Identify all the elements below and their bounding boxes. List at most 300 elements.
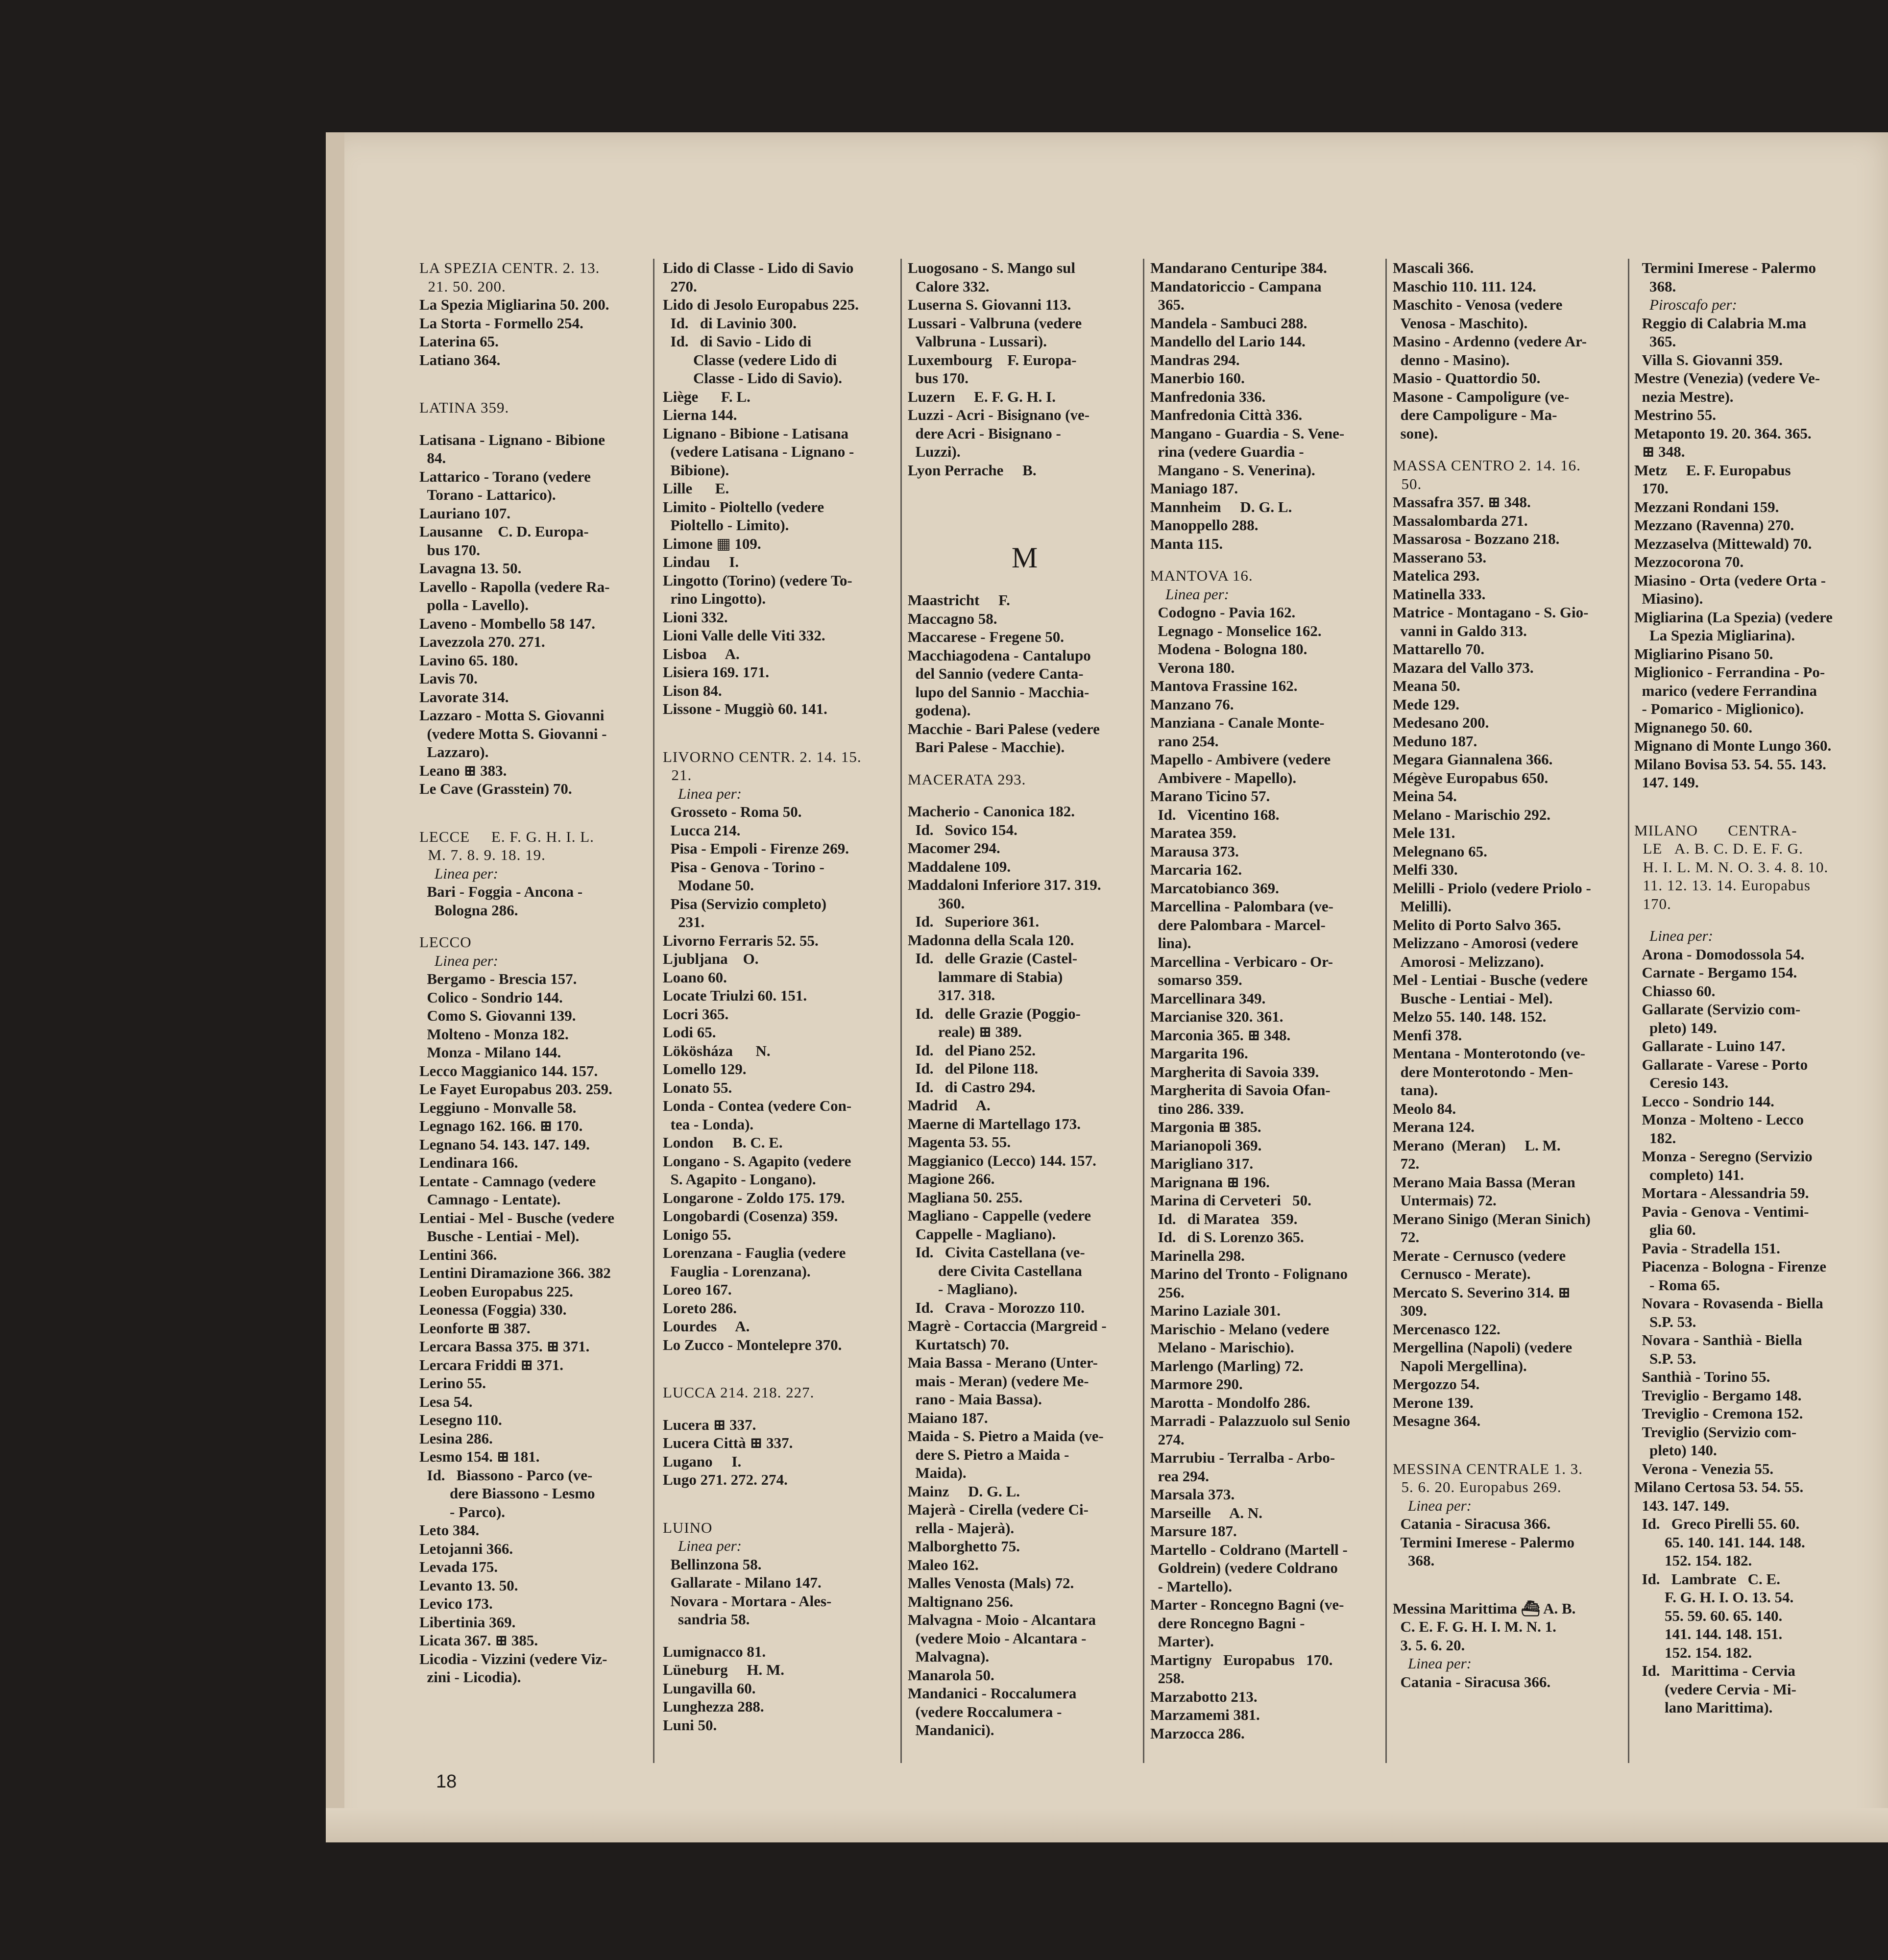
index-entry-line: La Spezia Migliarina). — [1634, 627, 1795, 644]
index-entry-line: Id. del Pilone 118. — [908, 1060, 1039, 1077]
index-entry-line: Valbruna - Lussari). — [908, 333, 1047, 350]
index-entry-line: Lentate - Camnago (vedere — [419, 1172, 596, 1190]
index-entry-line: Melano - Marischio). — [1150, 1339, 1294, 1356]
spacer — [1150, 553, 1384, 566]
index-entry-line: Bologna 286. — [419, 901, 518, 919]
index-entry-line: Gallarate - Milano 147. — [663, 1574, 822, 1591]
index-entry-line: Marsala 373. — [1150, 1486, 1235, 1503]
index-entry-line: Lavello - Rapolla (vedere Ra- — [419, 578, 610, 595]
index-entry-line: Camnago - Lentate). — [419, 1191, 561, 1208]
index-entry-line: Manoppello 288. — [1150, 516, 1259, 534]
index-entry-line: Locate Triulzi 60. 151. — [663, 987, 807, 1004]
index-entry-line: Catania - Siracusa 366. — [1393, 1673, 1551, 1690]
index-entry-line: Licodia - Vizzini (vedere Viz- — [419, 1650, 607, 1667]
index-entry-line: Marcatobianco 369. — [1150, 879, 1279, 897]
index-entry-line: lano Marittima). — [1634, 1699, 1773, 1716]
index-entry-line: Luni 50. — [663, 1716, 717, 1734]
index-entry-line: Licata 367. ⊞ 385. — [419, 1632, 538, 1649]
index-entry-line: Verona 180. — [1150, 659, 1235, 676]
index-entry-line: dere S. Pietro a Maida - — [908, 1446, 1069, 1463]
index-entry-line: London B. C. E. — [663, 1134, 783, 1151]
index-column-5 — [1384, 259, 1626, 1763]
index-entry-line: Melizzano - Amorosi (vedere — [1393, 934, 1578, 952]
index-entry-line: dere Civita Castellana — [908, 1262, 1082, 1279]
index-entry-line: Matrice - Montagano - S. Gio- — [1393, 604, 1589, 621]
index-entry-line: Novara - Mortara - Ales- — [663, 1592, 832, 1610]
spacer — [419, 798, 651, 828]
index-entry-line: 317. 318. — [908, 986, 995, 1004]
index-entry-line: Lecco - Sondrio 144. — [1634, 1092, 1774, 1110]
index-entry-line: Ceresio 143. — [1634, 1074, 1729, 1091]
index-entry-line: Lugano I. — [663, 1452, 742, 1470]
spacer — [419, 417, 651, 431]
index-entry-line: Lodi 65. — [663, 1024, 716, 1041]
index-entry-line: Longarone - Zoldo 175. 179. — [663, 1189, 845, 1206]
spacer — [908, 788, 1141, 802]
section-heading: 170. — [1634, 895, 1671, 912]
index-entry-line: Id. Superiore 361. — [908, 913, 1040, 930]
index-entry-line: Manta 115. — [1150, 535, 1223, 552]
index-entry-line: - Martello). — [1150, 1577, 1232, 1595]
index-entry-line: 65. 140. 141. 144. 148. — [1634, 1533, 1805, 1551]
index-entry-line: Malvagna - Moio - Alcantara — [908, 1611, 1096, 1628]
index-entry-line: Treviglio (Servizio com- — [1634, 1423, 1797, 1441]
index-entry-line: Busche - Lentiai - Mel). — [419, 1227, 580, 1245]
index-entry-line: (vedere Motta S. Giovanni - — [419, 725, 607, 742]
index-entry-line: Lavorate 314. — [419, 688, 509, 706]
index-entry-line: denno - Masino). — [1393, 351, 1510, 368]
index-entry-line: Manfredonia 336. — [1150, 388, 1266, 405]
index-entry-line: somarso 359. — [1150, 971, 1242, 988]
index-entry-line: Modena - Bologna 180. — [1150, 640, 1307, 658]
index-entry-line: Fauglia - Lorenzana). — [663, 1262, 811, 1280]
index-entry-line: Maddaloni Inferiore 317. 319. — [908, 876, 1101, 893]
index-entry-line: Lindau I. — [663, 553, 739, 570]
index-entry-line: Mandanici). — [908, 1721, 994, 1739]
section-heading: MASSA CENTRO 2. 14. 16. — [1393, 457, 1581, 474]
index-entry-line: Massafra 357. ⊞ 348. — [1393, 493, 1531, 511]
index-entry-line: Ambivere - Mapello). — [1150, 769, 1297, 786]
index-entry-line: Manfredonia Città 336. — [1150, 406, 1303, 423]
index-entry-line: 368. — [1634, 277, 1676, 295]
index-entry-line: Le Fayet Europabus 203. 259. — [419, 1080, 612, 1098]
index-entry-line: Mentana - Monterotondo (ve- — [1393, 1045, 1585, 1062]
index-entry-line: Santhià - Torino 55. — [1634, 1368, 1770, 1385]
index-entry-line: Carnate - Bergamo 154. — [1634, 964, 1797, 981]
index-entry-line: Lonigo 55. — [663, 1225, 731, 1243]
index-entry-line: 365. — [1634, 333, 1676, 350]
index-entry-line: Lucca 214. — [663, 821, 741, 839]
index-entry-line: Miasino - Orta (vedere Orta - — [1634, 571, 1826, 589]
index-entry-line: Mandatoriccio - Campana — [1150, 277, 1322, 295]
index-entry-line: rano 254. — [1150, 732, 1219, 750]
section-heading: 11. 12. 13. 14. Europabus — [1634, 877, 1811, 894]
index-entry-line: Torano - Lattarico). — [419, 486, 556, 503]
index-entry-line: Mercenasco 122. — [1393, 1320, 1501, 1338]
index-entry-line: Id. del Piano 252. — [908, 1041, 1036, 1059]
index-entry-line: - Magliano). — [908, 1280, 1017, 1298]
index-entry-line: Magenta 53. 55. — [908, 1133, 1011, 1151]
index-entry-line: Marmore 290. — [1150, 1375, 1243, 1393]
index-entry-line: Marzamemi 381. — [1150, 1706, 1260, 1723]
index-entry-line: Mazara del Vallo 373. — [1393, 659, 1534, 676]
line-label: Linea per: — [1150, 585, 1230, 603]
index-entry-line: Maschio 110. 111. 124. — [1393, 277, 1536, 295]
index-entry-line: Maddalene 109. — [908, 858, 1011, 875]
index-entry-line: Marina di Cerveteri 50. — [1150, 1192, 1311, 1209]
spacer — [663, 1354, 894, 1383]
index-entry-line: Id. delle Grazie (Castel- — [908, 950, 1078, 967]
index-entry-line: Maniago 187. — [1150, 480, 1238, 497]
index-entry-line: rino Lingotto). — [663, 590, 766, 607]
index-entry-line: Manzano 76. — [1150, 695, 1234, 713]
index-entry-line: Kurtatsch) 70. — [908, 1335, 1009, 1353]
index-entry-line: Id. di Savio - Lido di — [663, 333, 812, 350]
index-entry-line: Margarita 196. — [1150, 1045, 1248, 1062]
index-entry-line: Lomello 129. — [663, 1060, 747, 1078]
index-entry-line: - Roma 65. — [1634, 1276, 1720, 1294]
index-entry-line: Lavezzola 270. 271. — [419, 633, 545, 650]
index-entry-line: Lido di Jesolo Europabus 225. — [663, 296, 859, 313]
index-entry-line: Marcaria 162. — [1150, 861, 1242, 878]
index-entry-line: (vedere Moio - Alcantara - — [908, 1629, 1087, 1647]
index-entry-line: lina). — [1150, 934, 1191, 952]
book-page — [326, 132, 1888, 1842]
index-entry-line: Piacenza - Bologna - Firenze — [1634, 1258, 1827, 1275]
index-entry-line: Macherio - Canonica 182. — [908, 803, 1075, 820]
index-entry-line: Luserna S. Giovanni 113. — [908, 296, 1071, 313]
index-entry-line: Lentini 366. — [419, 1246, 497, 1263]
index-entry-line: dere Biassono - Lesmo — [419, 1485, 595, 1502]
index-entry-line: Matinella 333. — [1393, 585, 1486, 603]
index-entry-line: Loreo 167. — [663, 1281, 732, 1298]
index-entry-line: Madonna della Scala 120. — [908, 931, 1074, 949]
section-heading: LECCE E. F. G. H. I. L. — [419, 828, 594, 845]
index-entry-line: Mede 129. — [1393, 695, 1460, 713]
index-entry-line: Levanto 13. 50. — [419, 1576, 518, 1594]
index-entry-line: Levada 175. — [419, 1558, 498, 1575]
index-entry-line: Lausanne C. D. Europa- — [419, 523, 589, 540]
index-entry-line: Maida - S. Pietro a Maida (ve- — [908, 1427, 1104, 1445]
index-entry-line: Lazzaro - Motta S. Giovanni — [419, 707, 605, 724]
index-entry-line: Mapello - Ambivere (vedere — [1150, 751, 1331, 768]
index-entry-line: Id. delle Grazie (Poggio- — [908, 1004, 1081, 1022]
index-entry-line: 147. 149. — [1634, 774, 1699, 791]
index-entry-line: Lercara Friddi ⊞ 371. — [419, 1356, 564, 1373]
index-entry-line: Bellinzona 58. — [663, 1555, 762, 1573]
index-entry-line: sandria 58. — [663, 1611, 750, 1628]
section-heading: 21. 50. 200. — [419, 277, 506, 295]
index-entry-line: Id. Sovico 154. — [908, 821, 1017, 838]
index-entry-line: Id. Vicentino 168. — [1150, 806, 1280, 823]
index-entry-line: S.P. 53. — [1634, 1313, 1696, 1330]
section-heading: MANTOVA 16. — [1150, 567, 1253, 584]
index-entry-line: Mattarello 70. — [1393, 640, 1485, 658]
index-entry-line: 55. 59. 60. 65. 140. — [1634, 1607, 1783, 1624]
index-entry-line: Pavia - Stradella 151. — [1634, 1239, 1780, 1257]
section-heading: 21. — [663, 766, 692, 784]
index-entry-line: Lisboa A. — [663, 645, 740, 662]
index-entry-line: vanni in Galdo 313. — [1393, 622, 1527, 639]
index-entry-line: 274. — [1150, 1430, 1185, 1448]
index-entry-line: Maleo 162. — [908, 1556, 979, 1573]
index-entry-line: Lille E. — [663, 480, 729, 497]
line-label: Linea per: — [419, 952, 499, 969]
index-entry-line: pleto) 140. — [1634, 1442, 1717, 1459]
letter-heading: M — [1011, 541, 1038, 574]
index-entry-line: 309. — [1393, 1302, 1427, 1319]
index-entry-line: Pisa (Servizio completo) — [663, 895, 827, 912]
index-entry-line: Luogosano - S. Mango sul — [908, 259, 1075, 276]
index-entry-line: Lucera Città ⊞ 337. — [663, 1434, 793, 1451]
index-entry-line: Mangano - S. Venerina). — [1150, 461, 1315, 479]
index-entry-line: Mestrino 55. — [1634, 406, 1717, 423]
section-heading: MACERATA 293. — [908, 770, 1026, 788]
index-entry-line: Le Cave (Grasstein) 70. — [419, 780, 572, 797]
index-entry-line: Id. Lambrate C. E. — [1634, 1570, 1780, 1588]
index-entry-line: Bibione). — [663, 461, 729, 479]
index-entry-line: Martello - Coldrano (Martell - — [1150, 1541, 1348, 1558]
index-entry-line: tea - Londa). — [663, 1115, 754, 1133]
index-entry-line: Marausa 373. — [1150, 842, 1239, 860]
spacer — [663, 1629, 894, 1642]
index-entry-line: Miglionico - Ferrandina - Po- — [1634, 663, 1825, 681]
index-entry-line: Id. Marittima - Cervia — [1634, 1662, 1795, 1679]
index-entry-line: Melano - Marischio 292. — [1393, 806, 1551, 823]
index-entry-line: Mantova Frassine 162. — [1150, 677, 1298, 694]
index-entry-line: Id. Greco Pirelli 55. 60. — [1634, 1515, 1800, 1532]
index-entry-line: Marsure 187. — [1150, 1522, 1237, 1540]
index-entry-line: Lumignacco 81. — [663, 1642, 766, 1660]
index-entry-line: Id. Biassono - Parco (ve- — [419, 1466, 593, 1484]
index-entry-line: Mignano di Monte Lungo 360. — [1634, 737, 1832, 754]
index-entry-line: Id. di Castro 294. — [908, 1078, 1036, 1096]
index-entry-line: Mezzaselva (Mittewald) 70. — [1634, 535, 1812, 552]
index-entry-line: Marianopoli 369. — [1150, 1136, 1262, 1154]
index-entry-line: Merone 139. — [1393, 1394, 1474, 1411]
index-entry-line: Massarosa - Bozzano 218. — [1393, 530, 1560, 547]
index-entry-line: Lesmo 154. ⊞ 181. — [419, 1448, 540, 1465]
index-entry-line: Maiano 187. — [908, 1409, 988, 1426]
index-entry-line: Id. di S. Lorenzo 365. — [1150, 1228, 1304, 1246]
index-entry-line: Lentiai - Mel - Busche (vedere — [419, 1209, 615, 1226]
index-entry-line: Arona - Domodossola 54. — [1634, 945, 1805, 963]
index-entry-line: Levico 173. — [419, 1595, 493, 1612]
index-entry-line: Lussari - Valbruna (vedere — [908, 314, 1082, 332]
index-entry-line: Macomer 294. — [908, 839, 1000, 857]
index-entry-line: Leoben Europabus 225. — [419, 1282, 573, 1300]
index-entry-line: Limone ▦ 109. — [663, 535, 761, 552]
index-entry-line: Mandras 294. — [1150, 351, 1240, 368]
index-entry-line: Melegnano 65. — [1393, 842, 1487, 860]
index-entry-line: Mandarano Centuripe 384. — [1150, 259, 1327, 276]
index-entry-line: Macchie - Bari Palese (vedere — [908, 720, 1100, 737]
index-entry-line: Melilli). — [1393, 898, 1452, 915]
index-entry-line: Monza - Milano 144. — [419, 1044, 561, 1061]
index-entry-line: Termini Imerese - Palermo — [1393, 1533, 1575, 1551]
index-entry-line: Lercara Bassa 375. ⊞ 371. — [419, 1338, 590, 1355]
index-entry-line: Maida). — [908, 1464, 967, 1481]
index-entry-line: Migliarino Pisano 50. — [1634, 645, 1773, 662]
index-entry-line: 141. 144. 148. 151. — [1634, 1625, 1783, 1642]
spacer — [419, 919, 651, 933]
index-entry-line: polla - Lavello). — [419, 596, 529, 613]
index-entry-line: Bari - Foggia - Ancona - — [419, 883, 583, 900]
index-entry-line: Maratea 359. — [1150, 824, 1236, 841]
index-entry-line: Amorosi - Melizzano). — [1393, 953, 1544, 970]
index-entry-line: Menfi 378. — [1393, 1026, 1462, 1044]
index-entry-line: Codogno - Pavia 162. — [1150, 604, 1296, 621]
index-entry-line: Londa - Contea (vedere Con- — [663, 1097, 852, 1114]
index-entry-line: Lattarico - Torano (vedere — [419, 467, 591, 485]
index-entry-line: - Pomarico - Miglionico). — [1634, 700, 1804, 717]
index-entry-line: Masserano 53. — [1393, 548, 1487, 566]
index-entry-line: Lido di Classe - Lido di Savio — [663, 259, 854, 276]
index-entry-line: Magione 266. — [908, 1170, 995, 1187]
index-entry-line: Meduno 187. — [1393, 732, 1477, 750]
index-entry-line: Untermais) 72. — [1393, 1192, 1497, 1209]
index-entry-line: bus 170. — [908, 369, 969, 387]
index-entry-line: Classe (vedere Lido di — [663, 351, 837, 368]
spacer — [908, 757, 1141, 770]
index-entry-line: Cappelle - Magliano). — [908, 1225, 1056, 1243]
index-entry-line: Monza - Seregno (Servizio — [1634, 1148, 1813, 1165]
index-entry-line: Marradi - Palazzuolo sul Senio — [1150, 1412, 1351, 1429]
index-entry-line: Lisiera 169. 171. — [663, 663, 769, 681]
index-entry-line: rano - Maia Bassa). — [908, 1391, 1042, 1408]
index-entry-line: Lissone - Muggiò 60. 141. — [663, 700, 827, 717]
section-heading: MILANO CENTRA- — [1634, 821, 1797, 839]
line-label: Piroscafo per: — [1634, 296, 1737, 313]
index-entry-line: Matelica 293. — [1393, 567, 1480, 584]
index-entry-line: Novara - Santhià - Biella — [1634, 1331, 1802, 1348]
spacer — [908, 577, 1141, 591]
index-entry-line: 84. — [419, 449, 446, 466]
index-entry-line: Luzzi). — [908, 443, 961, 460]
index-entry-line: Leano ⊞ 383. — [419, 761, 507, 779]
index-entry-line: dere Acri - Bisignano - — [908, 424, 1061, 442]
index-entry-line: Lesa 54. — [419, 1393, 473, 1410]
index-entry-line: 270. — [663, 277, 697, 295]
spacer — [1393, 1430, 1626, 1460]
index-entry-line: Marseille A. N. — [1150, 1504, 1263, 1521]
index-entry-line: Medesano 200. — [1393, 714, 1489, 731]
index-entry-line: Libertinia 369. — [419, 1613, 516, 1631]
index-entry-line: Marter). — [1150, 1633, 1214, 1650]
index-entry-line: 72. — [1393, 1155, 1420, 1172]
index-entry-line: Magrè - Cortaccia (Margreid - — [908, 1317, 1107, 1334]
index-entry-line: Laterina 65. — [419, 333, 499, 350]
index-entry-line: Mangano - Guardia - S. Vene- — [1150, 424, 1345, 442]
index-entry-line: Latiano 364. — [419, 351, 501, 368]
index-entry-line: 3. 5. 6. 20. — [1393, 1636, 1465, 1654]
index-entry-line: Lioni 332. — [663, 608, 728, 626]
index-entry-line: Merana 124. — [1393, 1118, 1475, 1135]
index-entry-line: Latisana - Lignano - Bibione — [419, 431, 605, 448]
index-entry-line: Mesagne 364. — [1393, 1412, 1481, 1429]
index-entry-line: Mele 131. — [1393, 824, 1455, 841]
index-entry-line: Limito - Pioltello (vedere — [663, 498, 824, 515]
index-entry-line: Melfi 330. — [1393, 861, 1458, 878]
index-entry-line: Martigny Europabus 170. — [1150, 1651, 1333, 1668]
index-entry-line: Margonia ⊞ 385. — [1150, 1118, 1261, 1135]
index-entry-line: Maastricht F. — [908, 591, 1010, 609]
index-entry-line: completo) 141. — [1634, 1166, 1744, 1183]
index-entry-line: nezia Mestre). — [1634, 388, 1734, 405]
line-label: Linea per: — [1393, 1655, 1472, 1672]
index-entry-line: Mel - Lentiai - Busche (vedere — [1393, 971, 1588, 988]
index-entry-line: del Sannio (vedere Canta- — [908, 665, 1084, 682]
index-entry-line: Lioni Valle delle Viti 332. — [663, 627, 825, 644]
section-heading: 5. 6. 20. Europabus 269. — [1393, 1478, 1562, 1495]
index-entry-line: Napoli Mergellina). — [1393, 1357, 1527, 1374]
index-entry-line: Lökösháza N. — [663, 1042, 771, 1059]
index-entry-line: Masio - Quattordio 50. — [1393, 369, 1541, 387]
index-entry-line: Massalombarda 271. — [1393, 512, 1528, 529]
index-entry-line: Margherita di Savoia Ofan- — [1150, 1081, 1331, 1099]
index-entry-line: S.P. 53. — [1634, 1349, 1696, 1367]
index-entry-line: 143. 147. 149. — [1634, 1496, 1729, 1514]
index-entry-line: S. Agapito - Longano). — [663, 1171, 816, 1188]
spacer — [908, 479, 1141, 509]
index-entry-line: Como S. Giovanni 139. — [419, 1007, 576, 1024]
index-entry-line: Migliarina (La Spezia) (vedere — [1634, 608, 1833, 626]
index-entry-line: 72. — [1393, 1228, 1420, 1246]
index-entry-line: Chiasso 60. — [1634, 982, 1716, 1000]
index-entry-line: Calore 332. — [908, 277, 990, 295]
spacer — [663, 718, 894, 748]
index-entry-line: Marlengo (Marling) 72. — [1150, 1357, 1304, 1374]
index-entry-line: godena). — [908, 702, 971, 719]
index-entry-line: Mortara - Alessandria 59. — [1634, 1184, 1809, 1201]
index-entry-line: Modane 50. — [663, 877, 754, 894]
index-entry-line: Leggiuno - Monvalle 58. — [419, 1099, 577, 1116]
index-entry-line: Lesina 286. — [419, 1429, 493, 1447]
index-entry-line: Mezzano (Ravenna) 270. — [1634, 516, 1794, 534]
index-entry-line: Melito di Porto Salvo 365. — [1393, 916, 1561, 933]
index-entry-line: Melilli - Priolo (vedere Priolo - — [1393, 879, 1591, 897]
line-label: Linea per: — [1393, 1496, 1472, 1514]
index-entry-line: Maccarese - Fregene 50. — [908, 628, 1065, 645]
index-entry-line: Verona - Venezia 55. — [1634, 1460, 1774, 1477]
line-label: Linea per: — [1634, 927, 1714, 944]
index-entry-line: Pavia - Genova - Ventimi- — [1634, 1202, 1809, 1220]
index-entry-line: bus 170. — [419, 541, 481, 559]
spacer — [419, 369, 651, 398]
index-entry-line: Grosseto - Roma 50. — [663, 803, 802, 820]
index-entry-line: Marcellinara 349. — [1150, 989, 1266, 1007]
index-entry-line: Mascali 366. — [1393, 259, 1474, 276]
index-entry-line: Mezzocorona 70. — [1634, 553, 1744, 570]
index-entry-line: - Parco). — [419, 1503, 506, 1520]
index-entry-line: 368. — [1393, 1552, 1435, 1569]
index-entry-line: Lavino 65. 180. — [419, 651, 518, 669]
index-entry-line: Marter - Roncegno Bagni (ve- — [1150, 1596, 1344, 1613]
index-entry-line: dere Roncegno Bagni - — [1150, 1614, 1305, 1632]
index-entry-line: Milano Certosa 53. 54. 55. — [1634, 1478, 1804, 1495]
spacer — [1393, 442, 1626, 456]
index-entry-line: glia 60. — [1634, 1221, 1696, 1238]
index-entry-line: Colico - Sondrio 144. — [419, 988, 563, 1006]
index-entry-line: Mandanici - Roccalumera — [908, 1685, 1077, 1702]
index-entry-line: Milano Bovisa 53. 54. 55. 143. — [1634, 755, 1826, 773]
index-column-3 — [899, 259, 1141, 1763]
index-entry-line: Mandela - Sambuci 288. — [1150, 314, 1307, 332]
index-entry-line: marico (vedere Ferrandina — [1634, 682, 1817, 699]
index-entry-line: pleto) 149. — [1634, 1019, 1717, 1036]
index-entry-line: Classe - Lido di Savio). — [663, 369, 843, 387]
index-entry-line: Manerbio 160. — [1150, 369, 1245, 387]
